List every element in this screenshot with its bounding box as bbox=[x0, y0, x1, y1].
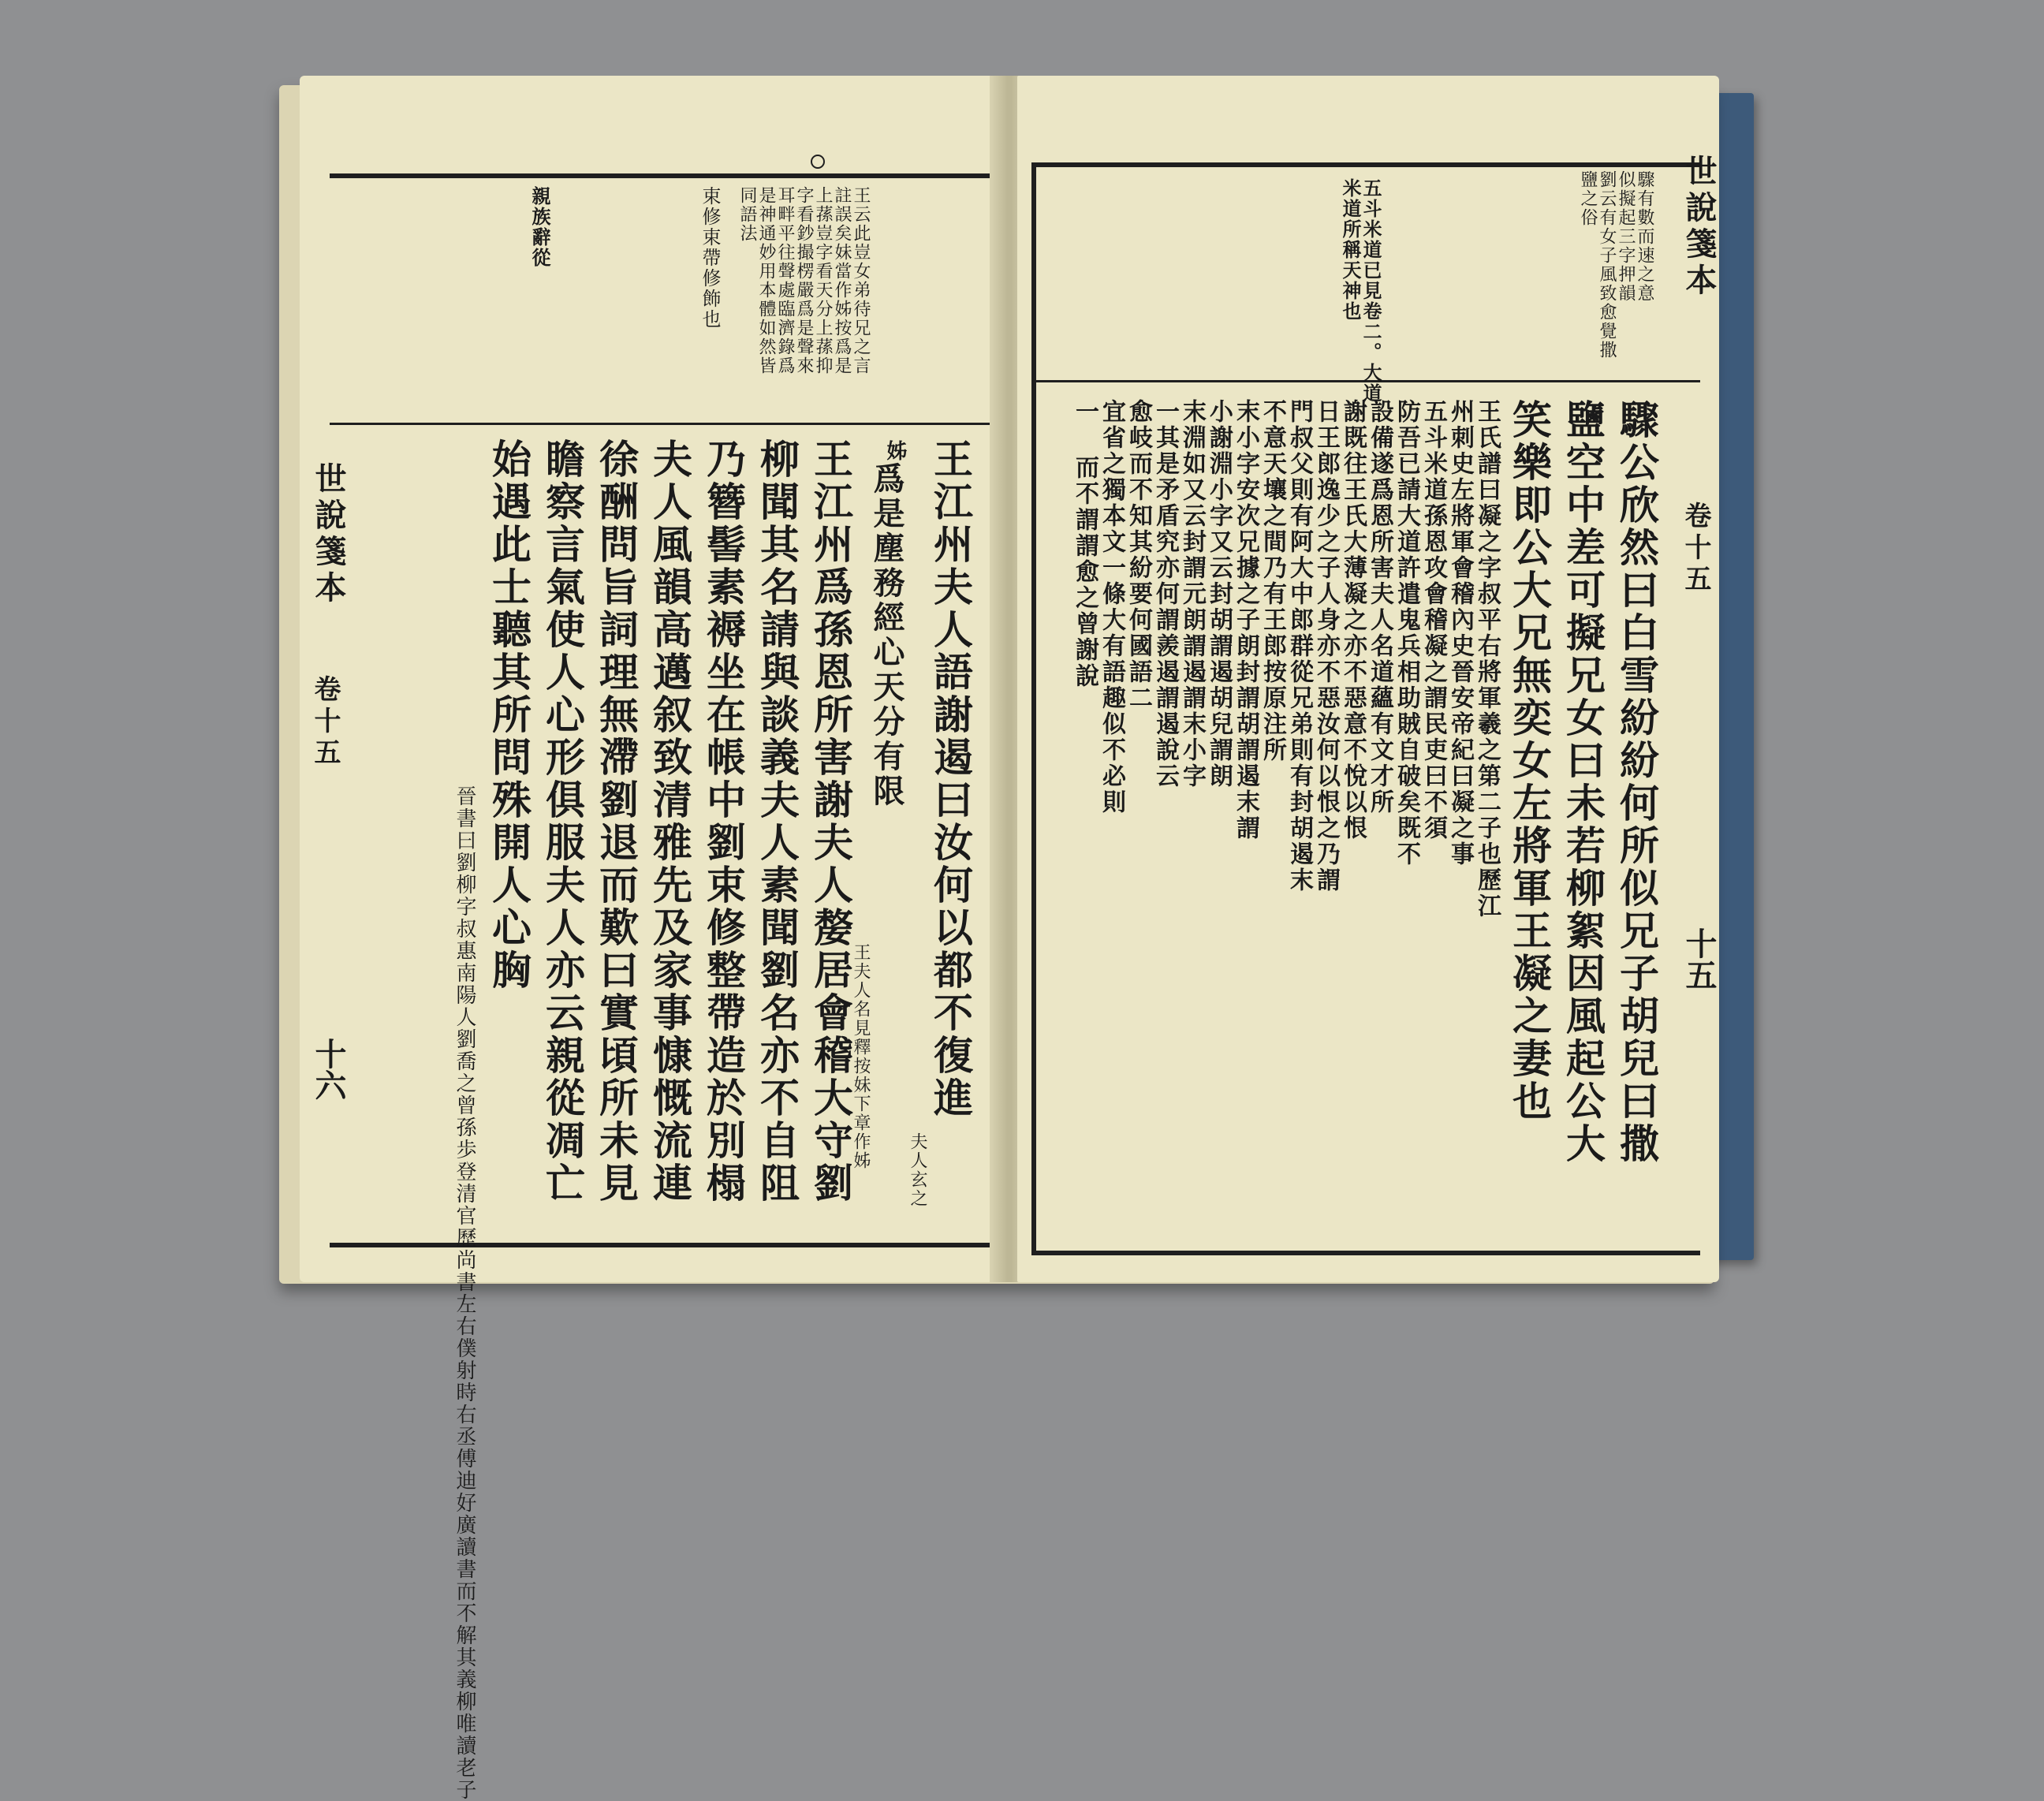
upper-note-b: 束修束帶修飾也 bbox=[699, 186, 721, 330]
r-small-col-3: 五斗米道孫恩攻會稽凝之謂民吏曰不須 bbox=[1419, 399, 1447, 841]
r-small-col-12: 末淵如又云封謂元朗謂遏謂末小字 bbox=[1178, 399, 1206, 789]
left-spine-volume: 卷十五 bbox=[309, 675, 341, 770]
r-small-col-6: 謝既往王氏大薄凝之亦不惡意不悅以恨 bbox=[1339, 399, 1367, 841]
r-small-col-15: 宜省之獨本文一條大有語趣似不必則 bbox=[1098, 399, 1125, 815]
main-col-4: 乃簪髻素褥坐在帳中劉束修整帶造於別榻 bbox=[700, 438, 747, 1205]
upper-note-7: 同語法 bbox=[737, 186, 757, 243]
head-small: 姊 bbox=[883, 440, 907, 462]
r-upper-note-c: 米道所稱天神也 bbox=[1339, 178, 1362, 322]
open-book bbox=[284, 76, 1751, 1801]
right-page-number: 十五 bbox=[1680, 927, 1718, 990]
upper-note-3: 上蓀豈字看天分上蓀抑 bbox=[813, 186, 833, 375]
upper-note-4: 字看鈔撮楞嚴爲是聲來 bbox=[794, 186, 814, 375]
left-page-divider bbox=[330, 423, 995, 425]
note-col-1: 夫人玄之 bbox=[908, 1132, 927, 1208]
r-upper-note-1: 驟有數而速之意 bbox=[1635, 170, 1654, 303]
right-spine-volume: 卷十五 bbox=[1680, 502, 1711, 596]
head-small-2: 爲是塵務經心天分有限 bbox=[868, 462, 905, 809]
r-main-col-3: 笑樂即公大兄無奕女左將軍王凝之妻也 bbox=[1506, 399, 1553, 1123]
left-page bbox=[300, 76, 1001, 1801]
r-upper-note-b: 五斗米道已見卷二。大道 bbox=[1360, 178, 1382, 404]
upper-note-1: 王云此豈女弟待兄之言 bbox=[851, 186, 871, 375]
left-spine-title: 世說箋本 bbox=[310, 462, 347, 607]
r-small-col-2: 州刺史左將軍會稽內史晉安帝紀曰凝之事 bbox=[1446, 399, 1474, 867]
r-small-col-13: 一其是矛盾究亦何謂羨遏謂遏說云 bbox=[1151, 399, 1179, 789]
upper-note-6: 是神通妙用本體如然皆 bbox=[756, 186, 776, 375]
main-col-6: 徐酬問旨詞理無滯劉退而歎曰實頃所未見 bbox=[593, 438, 640, 1205]
r-small-col-8: 門叔父則有阿大中郎群從兄弟則有封胡遏末 bbox=[1285, 399, 1313, 893]
r-main-col-1: 驟公欣然曰白雪紛紛何所似兄子胡兒曰撒 bbox=[1613, 399, 1660, 1165]
upper-note-c: 親族辭從 bbox=[528, 186, 551, 268]
upper-note-2: 註誤矣妹當作姊按爲是 bbox=[832, 186, 852, 375]
r-small-col-7: 日王郎逸少之子人身亦不惡汝何以恨之乃謂 bbox=[1312, 399, 1340, 893]
r-small-col-1: 王氏譜曰凝之字叔平右將軍羲之第二子也歷江 bbox=[1473, 399, 1501, 919]
r-small-col-11: 小謝淵小字又云封胡謂遏胡兒謂朗 bbox=[1205, 399, 1233, 789]
main-col-3: 柳聞其名請與談義夫人素聞劉名亦不自阻 bbox=[754, 438, 800, 1205]
right-page bbox=[1017, 76, 1719, 1282]
r-upper-note-3: 劉云有女子風致愈覺撒 bbox=[1597, 170, 1617, 360]
left-page-number: 十六 bbox=[310, 1038, 347, 1101]
main-col-2: 王江州爲孫恩所害謝夫人嫠居會稽大守劉 bbox=[808, 438, 854, 1205]
circle-mark bbox=[811, 155, 825, 169]
r-upper-note-4: 鹽之俗 bbox=[1578, 170, 1598, 227]
r-small-col-4: 防吾已請大道許遣鬼兵相助賊自破矣既不 bbox=[1393, 399, 1420, 867]
main-col-1: 王江州夫人語謝遏曰汝何以都不復進 bbox=[927, 438, 974, 1120]
main-col-7: 瞻察言氣使人心形俱服夫人亦云親從凋亡 bbox=[539, 438, 586, 1205]
note-last: 晉書曰劉柳字叔惠南陽人劉喬之曾孫歩登清官歷尚書左右僕射時右丞傅迪好廣讀書而不解其義柳唯讀老子 bbox=[453, 785, 476, 1801]
upper-note-5: 耳畔平往聲處臨濟錄爲 bbox=[775, 186, 795, 375]
r-main-col-2: 鹽空中差可擬兄女曰未若柳絮因風起公大 bbox=[1560, 399, 1606, 1165]
r-small-col-10: 末小字安次兄據之子朗封謂胡謂遏末謂 bbox=[1232, 399, 1259, 841]
note-col-3: 王夫人名見釋按妹下章作姊 bbox=[851, 943, 871, 1170]
main-col-8: 始遇此士聽其所問殊開人心胸 bbox=[486, 438, 532, 992]
r-small-col-5: 設備遂爲恩所害夫人名道蘊有文才所 bbox=[1366, 399, 1393, 815]
r-small-col-16: 一 而不謂謂愈之曾謝說 bbox=[1071, 399, 1098, 689]
r-small-col-9: 不意天壤之間乃有王郎按原注所 bbox=[1259, 399, 1286, 763]
right-spine-title: 世說箋本 bbox=[1680, 155, 1718, 300]
r-small-col-14: 愈岐而不知其紛要何國語二 bbox=[1125, 399, 1152, 711]
r-upper-note-2: 似擬起三字押韻 bbox=[1616, 170, 1636, 303]
main-col-5: 夫人風韻高邁叙致清雅先及家事慷慨流連 bbox=[647, 438, 693, 1205]
